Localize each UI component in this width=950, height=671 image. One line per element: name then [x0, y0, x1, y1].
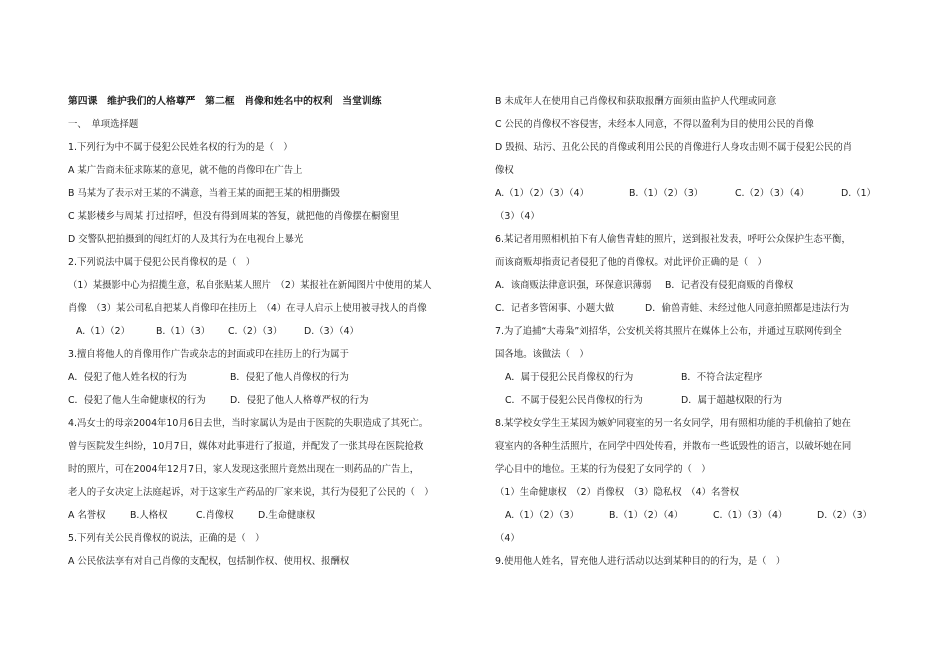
q6-option-d: D．偷兽青蛙、未经过他人同意拍照都是违法行为	[645, 303, 850, 314]
q5-option-b: B 未成年人在使用自己肖像权和获取报酬方面须由监护人代理或同意	[495, 96, 777, 107]
question-6-line-1: 6.某记者用照相机拍下有人偷售青蛙的照片，送到报社发表，呼吁公众保护生态平衡，	[495, 234, 851, 245]
q7-option-c: C．不属于侵犯公民肖像权的行为	[505, 395, 643, 406]
section-heading: 一、 单项选择题	[68, 119, 139, 130]
q5-option-c: C 公民的肖像权不容侵害，未经本人同意，不得以盈利为目的使用公民的肖像	[495, 119, 814, 130]
question-1: 1.下列行为中不属于侵犯公民姓名权的行为的是（ ）	[68, 142, 293, 153]
q6-option-c: C．记者多管闲事、小题大做	[495, 303, 615, 314]
question-7-line-1: 7.为了追捕“大毒枭”刘招华，公安机关将其照片在媒体上公布，并通过互联网传到全	[495, 326, 842, 337]
q2-options	[68, 320, 480, 343]
q3-options-row-1	[68, 366, 480, 389]
question-8-line-3: 学心目中的地位。王某的行为侵犯了女同学的（ ）	[495, 464, 711, 475]
q7-option-d: D．属于超越权限的行为	[681, 395, 782, 406]
q6-option-a: A．该商贩法律意识强，环保意识薄弱	[495, 280, 652, 291]
question-5: 5.下列有关公民肖像权的说法，正确的是（ ）	[68, 533, 265, 544]
question-4-line-1: 4.冯女士的母亲2004年10月6日去世，当时家属认为是由于医院的失职造成了其死亡。	[68, 418, 429, 429]
q5-choice-a: A.（1）（2）（3）（4）	[495, 188, 590, 199]
q8-statements: （1）生命健康权 （2）肖像权 （3）隐私权 （4）名誉权	[495, 487, 740, 498]
left-column	[68, 90, 480, 573]
q8-option-d: D.（2）（3）	[817, 510, 872, 521]
q5-options	[495, 182, 885, 205]
q3-option-a: A．侵犯了他人姓名权的行为	[68, 372, 187, 383]
q8-option-c: C.（1）（3）（4）	[713, 510, 788, 521]
q6-options-row-1	[495, 274, 885, 297]
q7-option-b: B．不符合法定程序	[681, 372, 763, 383]
question-8-line-1: 8.某学校女学生王某因为嫉妒同寝室的另一名女同学，用有照相功能的手机偷拍了她在	[495, 418, 851, 429]
q5-choice-b: B.（1）（2）（3）	[629, 188, 704, 199]
q4-option-c: C.肖像权	[196, 510, 234, 521]
q3-options-row-2	[68, 389, 480, 412]
question-8-line-2: 寝室内的各种生活照片，在同学中四处传看，并散布一些诋毁性的语言，以破坏她在同	[495, 441, 852, 452]
q8-option-a: A.（1）（2）（3）	[505, 510, 579, 521]
q2-option-b: B.（1）（3）	[156, 326, 211, 337]
q2-statement-line-1: （1）某摄影中心为招揽生意，私自张贴某人照片 （2）某报社在新闻图片中使用的某人	[68, 280, 432, 291]
q5-option-d-line-2: 像权	[495, 165, 514, 176]
q4-option-b: B.人格权	[130, 510, 168, 521]
q2-statement-line-2: 肖像 （3）某公司私自把某人肖像印在挂历上 （4）在寻人启示上使用被寻找人的肖像	[68, 303, 427, 314]
question-2: 2.下列说法中属于侵犯公民肖像权的是（ ）	[68, 257, 256, 268]
q8-options	[495, 504, 885, 527]
q4-option-d: D.生命健康权	[258, 510, 316, 521]
question-7-line-2: 国各地。该做法（ ）	[495, 349, 589, 360]
q7-option-a: A．属于侵犯公民肖像权的行为	[505, 372, 634, 383]
q1-option-b: B 马某为了表示对王某的不满意，当着王某的面把王某的相册撕毁	[68, 188, 340, 199]
q5-options-continued: （3）（4）	[495, 211, 540, 222]
q8-option-b: B.（1）（2）（4）	[609, 510, 684, 521]
q5-option-a: A 公民依法享有对自己肖像的支配权，包括制作权、使用权、报酬权	[68, 556, 350, 567]
question-4-line-4: 老人的子女决定上法庭起诉，对于这家生产药品的厂家来说，其行为侵犯了公民的（ ）	[68, 487, 434, 498]
right-column	[495, 90, 885, 573]
q1-option-c: C 某影楼乡与周某 打过招呼，但没有得到周某的答复，就把他的肖像摆在橱窗里	[68, 211, 400, 222]
q2-option-c: C.（2）（3）	[228, 326, 283, 337]
question-3: 3.擅自将他人的肖像用作广告或杂志的封面或印在挂历上的行为属于	[68, 349, 349, 360]
q1-option-a: A 某广告商未征求陈某的意见，就不他的肖像印在广告上	[68, 165, 303, 176]
q3-option-b: B．侵犯了他人肖像权的行为	[230, 372, 349, 383]
q7-options-row-1	[495, 366, 885, 389]
q6-options-row-2	[495, 297, 885, 320]
q1-option-d: D 交警队把拍摄到的闯红灯的人及其行为在电视台上暴光	[68, 234, 304, 245]
question-6-line-2: 而该商贩却指责记者侵犯了他的肖像权。对此评价正确的是（ ）	[495, 257, 767, 268]
q6-option-b: B．记者没有侵犯商贩的肖像权	[665, 280, 794, 291]
q5-option-d-line-1: D 毁损、玷污、丑化公民的肖像或利用公民的肖像进行人身攻击则不属于侵犯公民的肖	[495, 142, 853, 153]
question-4-line-2: 曾与医院发生纠纷，10月7日，媒体对此事进行了报道，并配发了一张其母在医院抢救	[68, 441, 424, 452]
q2-option-a: A.（1）（2）	[76, 326, 130, 337]
question-9: 9.使用他人姓名，冒充他人进行活动以达到某种目的的行为，是（ ）	[495, 556, 786, 567]
q4-option-a: A 名誉权	[68, 510, 106, 521]
q7-options-row-2	[495, 389, 885, 412]
q3-option-d: D．侵犯了他人人格尊严权的行为	[230, 395, 369, 406]
q3-option-c: C．侵犯了他人生命健康权的行为	[68, 395, 206, 406]
q4-options	[68, 504, 480, 527]
document-title: 第四课 维护我们的人格尊严 第二框 肖像和姓名中的权利 当堂训练	[68, 96, 382, 107]
q8-options-continued: （4）	[495, 533, 520, 544]
question-4-line-3: 时的照片，可在2004年12月7日，家人发现这张照片竟然出现在一则药品的广告上，	[68, 464, 420, 475]
q5-choice-c: C.（2）（3）（4）	[735, 188, 810, 199]
q5-choice-d: D.（1）	[841, 188, 876, 199]
q2-option-d: D.（3）（4）	[304, 326, 359, 337]
